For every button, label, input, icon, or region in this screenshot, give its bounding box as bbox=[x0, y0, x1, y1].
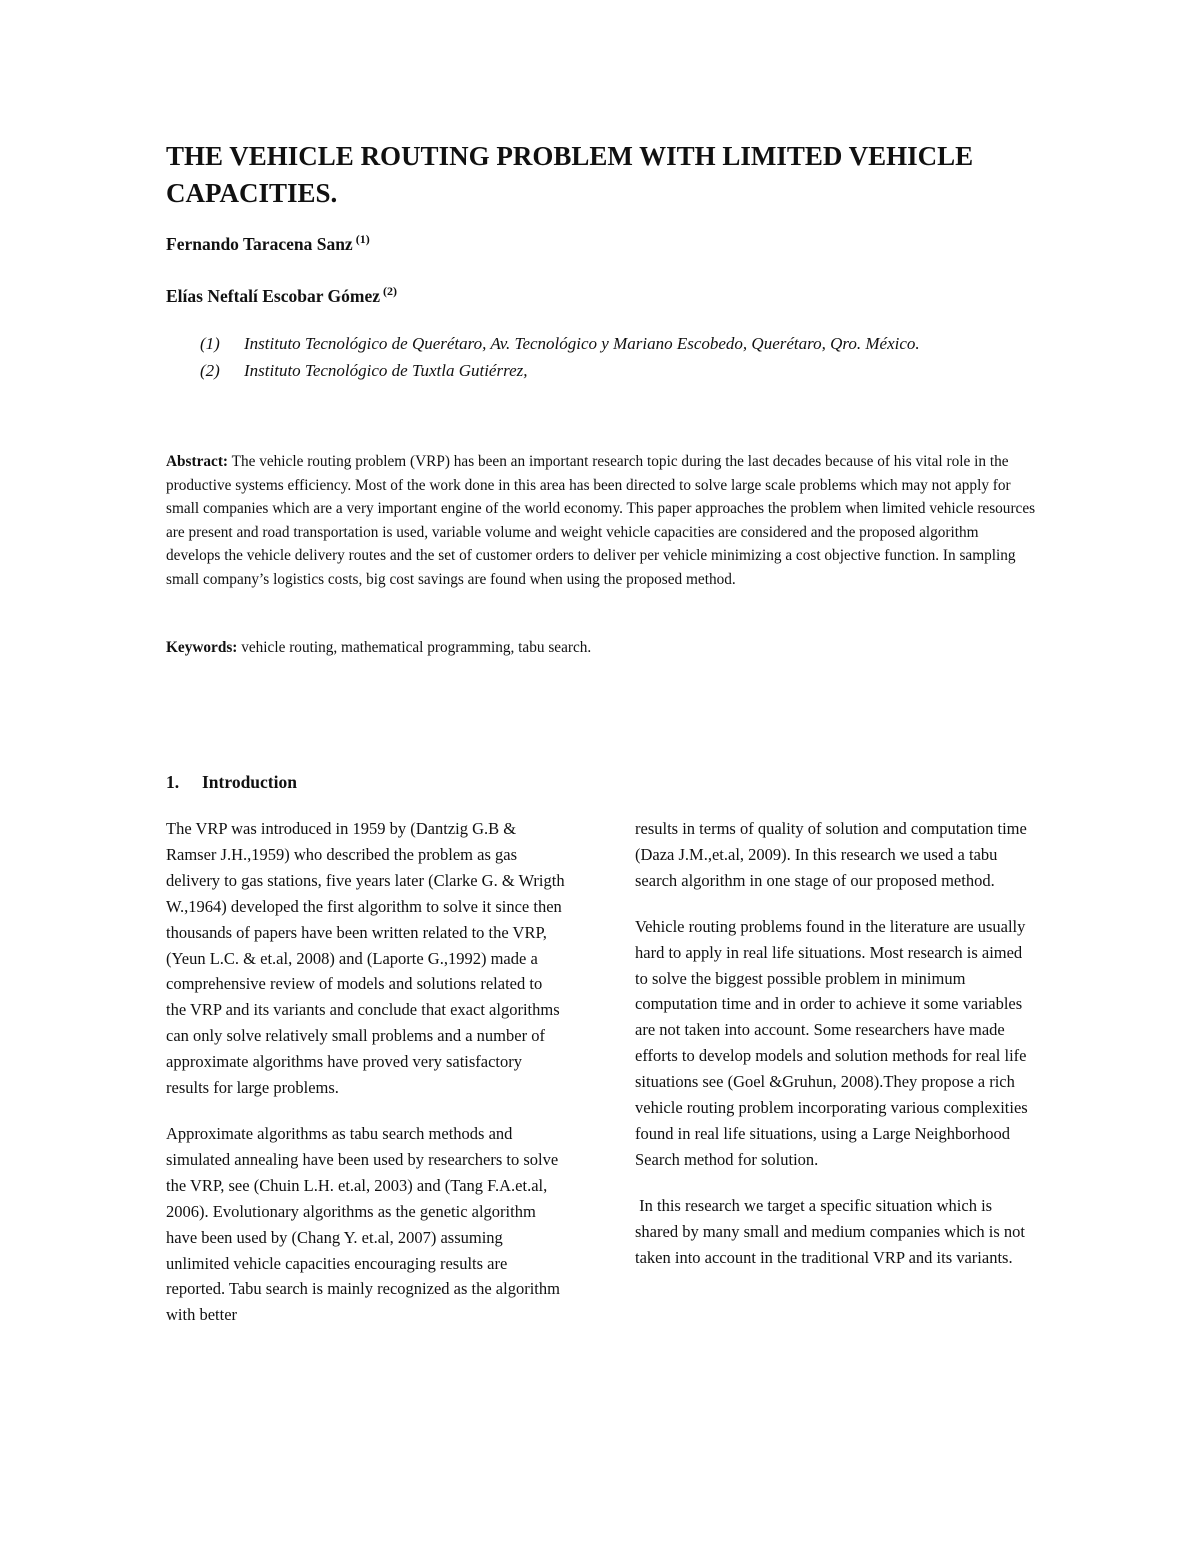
paper-title: THE VEHICLE ROUTING PROBLEM WITH LIMITED VEHICLE CAPACITIES. bbox=[166, 141, 974, 208]
author-2 bbox=[166, 284, 397, 307]
affiliation-2 bbox=[200, 361, 527, 381]
paragraph: Vehicle routing problems found in the literature are usually hard to apply in real life situations. Most research is aimed to solve the biggest possible problem in minimum computation time and in order to achieve it some variables are not taken into account. Some researchers have made efforts to develop models and solution methods for real life situations see (Goel &Gruhun, 2008).They propose a rich vehicle routing problem incorporating various complexities found in real life situations, using a Large Neighborhood Search method for solution. bbox=[635, 916, 1028, 1169]
author-marker: (2) bbox=[383, 284, 398, 298]
paragraph: results in terms of quality of solution and computation time (Daza J.M.,et.al, 2009). In this research we used a tabu search algorithm in one stage of our proposed method. bbox=[635, 819, 1027, 890]
right-column bbox=[635, 816, 1035, 1291]
paragraph: Approximate algorithms as tabu search methods and simulated annealing have been used by researchers to solve the VRP, see (Chuin L.H. et.al, 2003) and (Tang F.A.et.al, 2006). Evolutionary algorithms as the genetic algorithm have been used by (Chang Y. et.al, 2007) assuming unlimited vehicle capacities encouraging results are reported. Tabu search is mainly recognized as the algorithm with better bbox=[166, 1123, 560, 1325]
section-title: Introduction bbox=[202, 772, 297, 792]
section-number: 1. bbox=[166, 772, 180, 792]
author-name: Elías Neftalí Escobar Gómez bbox=[166, 286, 381, 306]
keywords-text: vehicle routing, mathematical programming, tabu search. bbox=[241, 639, 592, 656]
left-column bbox=[166, 816, 566, 1348]
paragraph: The VRP was introduced in 1959 by (Dantzig G.B & Ramser J.H.,1959) who described the problem as gas delivery to gas stations, five years later (Clarke G. & Wrigth W.,1964) developed the first algorithm to solve it since then thousands of papers have been written related to the VRP, (Yeun L.C. & et.al, 2008) and (Laporte G.,1992) made a comprehensive review of models and solutions related to the VRP and its variants and conclude that exact algorithms can only solve relatively small problems and a number of approximate algorithms have proved very satisfactory results for large problems. bbox=[166, 819, 565, 1098]
abstract-text: The vehicle routing problem (VRP) has been an important research topic during the last decades because of his vital role in the productive systems efficiency. Most of the work done in this area has been directed to solve large scale problems which may not apply for small companies which are a very important engine of the world economy. This paper approaches the problem when limited vehicle resources are present and road transportation is used, variable volume and weight vehicle capacities are considered and the proposed algorithm develops the vehicle delivery routes and the set of customer orders to deliver per vehicle minimizing a cost objective function. In sampling small company’s logistics costs, big cost savings are found when using the proposed method. bbox=[166, 453, 1036, 588]
abstract-label: Abstract: bbox=[166, 453, 229, 470]
affiliation-text: Instituto Tecnológico de Querétaro, Av. Tecnológico y Mariano Escobedo, Querétaro, Qro. México. bbox=[244, 334, 920, 353]
keywords bbox=[166, 636, 1036, 660]
author-name: Fernando Taracena Sanz bbox=[166, 234, 353, 254]
paragraph: In this research we target a specific situation which is shared by many small and medium companies which is not taken into account in the traditional VRP and its variants. bbox=[635, 1195, 1030, 1267]
author-marker: (1) bbox=[355, 232, 370, 246]
affiliation-number: (1) bbox=[200, 334, 220, 353]
affiliation-text: Instituto Tecnológico de Tuxtla Gutiérrez, bbox=[244, 361, 528, 380]
affiliation-number: (2) bbox=[200, 361, 220, 380]
section-heading bbox=[166, 772, 297, 793]
keywords-label: Keywords: bbox=[166, 639, 238, 656]
abstract bbox=[166, 450, 1036, 591]
affiliation-1 bbox=[200, 334, 920, 354]
author-1 bbox=[166, 232, 370, 255]
